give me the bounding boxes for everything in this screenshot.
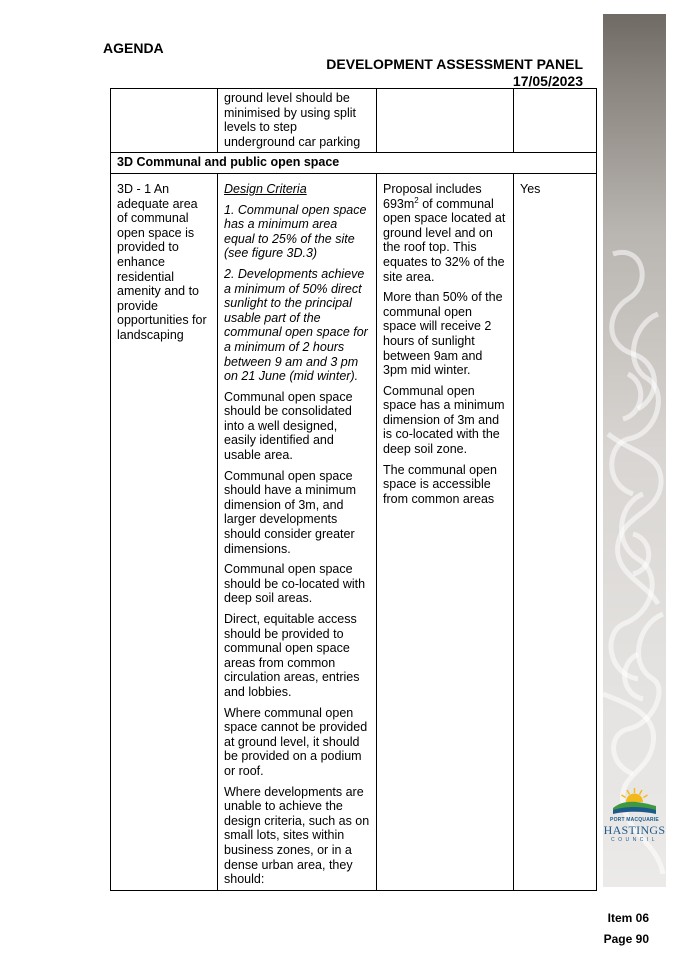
guidance-item: Direct, equitable access should be provided to communal open space areas from common circulation areas, entries and lobbies. [224, 612, 360, 699]
objective-text: 3D - 1 An adequate area of communal open space is provided to enhance residential amenity and to provide opportunities for landscaping [117, 181, 207, 342]
panel-heading: DEVELOPMENT ASSESSMENT PANEL [326, 56, 583, 72]
guidance-item: Communal open space should be co-located with deep soil areas. [224, 562, 366, 606]
swirl-pattern-icon [603, 14, 666, 887]
item-number: Item 06 [607, 911, 649, 925]
table-cell [377, 89, 514, 153]
meeting-date: 17/05/2023 [512, 73, 583, 89]
logo-line-port-macquarie: PORT MACQUARIE [610, 817, 659, 823]
table-row [111, 173, 597, 890]
guidance-item: Where developments are unable to achieve the design criteria, such as on small lots, sites within business zones, or in a dense urban area, they should: [224, 784, 370, 887]
criteria-heading: Design Criteria [224, 181, 307, 196]
response-item: Communal open space has a minimum dimension of 3m and is co-located with the deep soil zone. [383, 383, 505, 457]
response-item [383, 182, 507, 284]
table-row [111, 89, 597, 153]
table-cell [514, 89, 597, 153]
criteria-item: 1. Communal open space has a minimum area equal to 25% of the site (see figure 3D.3) [224, 202, 367, 261]
table-cell [111, 89, 218, 153]
table-cell: ground level should be minimised by using split levels to step underground car parking [218, 89, 377, 153]
criteria-cell [218, 173, 377, 890]
guidance-item: Where communal open space cannot be provided at ground level, it should be provided on a podium or roof. [224, 705, 368, 778]
response-cell [377, 173, 514, 890]
compliance-cell [514, 173, 597, 890]
page-number: Page 90 [603, 932, 649, 946]
guidance-item: Communal open space should be consolidated into a well designed, easily identified and usable area. [224, 389, 353, 463]
response-text: Proposal includes 693m [383, 181, 482, 211]
compliance-value: Yes [520, 181, 541, 196]
response-item: More than 50% of the communal open space will receive 2 hours of sunlight between 9am and 3pm mid winter. [383, 290, 503, 378]
logo-line-hastings: HASTINGS [603, 823, 666, 837]
agenda-heading: AGENDA [103, 40, 164, 56]
response-item: The communal open space is accessible from common areas [383, 462, 497, 506]
sun-hills-logo-icon [603, 786, 666, 818]
section-heading-row [111, 153, 597, 174]
council-logo [603, 786, 666, 846]
objective-cell [111, 173, 218, 890]
decorative-sidebar [603, 14, 666, 887]
section-heading: 3D Communal and public open space [111, 153, 597, 174]
criteria-item: 2. Developments achieve a minimum of 50% direct sunlight to the principal usable part of the communal open space for a minimum of 2 hours between 9 am and 3 pm on 21 June (mid winter). [224, 266, 368, 384]
response-text: of communal open space located at ground level and on the roof top. This equates to 32% of the site area. [383, 196, 506, 284]
logo-line-council: COUNCIL [610, 837, 658, 843]
assessment-table [110, 88, 597, 891]
superscript: 2 [414, 195, 419, 205]
guidance-item: Communal open space should have a minimum dimension of 3m, and larger developments should consider greater dimensions. [224, 468, 357, 556]
